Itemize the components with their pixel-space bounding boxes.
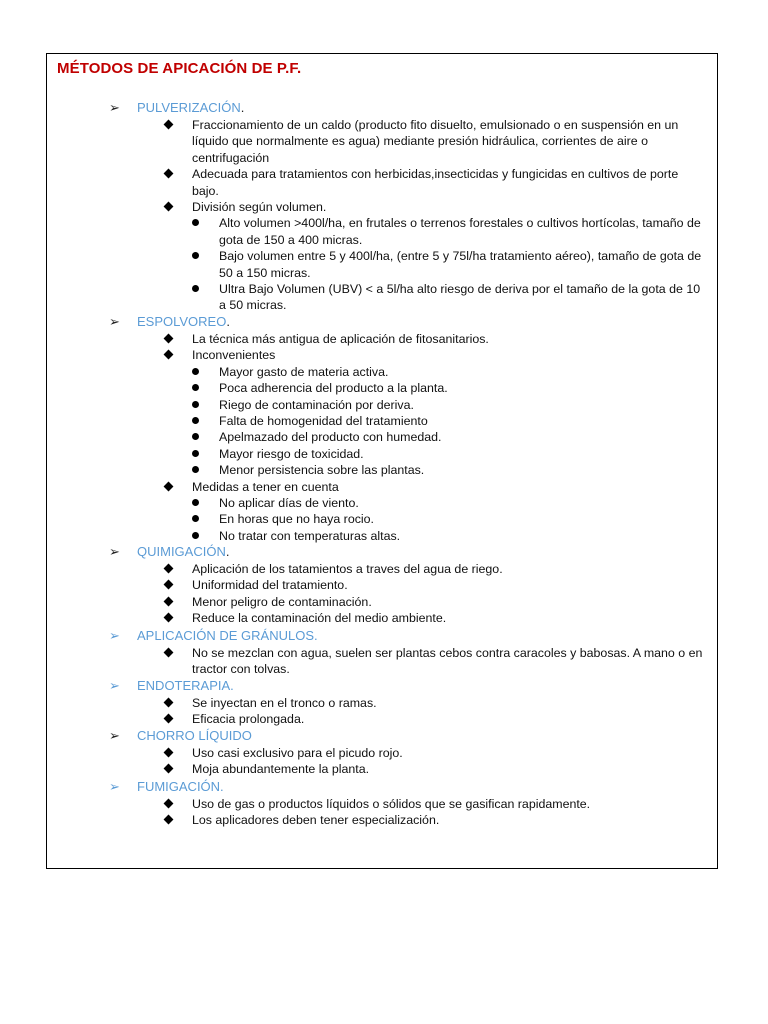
section-heading bbox=[47, 313, 717, 331]
list-item bbox=[47, 577, 717, 593]
list-item-text: Ultra Bajo Volumen (UBV) < a 5l/ha alto riesgo de deriva por el tamaño de la gota de 10 a 50 micras. bbox=[219, 282, 701, 313]
list-item-text: División según volumen. bbox=[192, 200, 327, 215]
list-item-text: Eficacia prolongada. bbox=[192, 712, 305, 727]
list-item-text: Mayor riesgo de toxicidad. bbox=[219, 446, 364, 461]
section bbox=[47, 778, 717, 829]
list-item-text: Medidas a tener en cuenta bbox=[192, 479, 339, 494]
arrowhead-icon: ➢ bbox=[109, 728, 120, 743]
disc-icon bbox=[192, 495, 199, 511]
section-label-text: ENDOTERAPIA. bbox=[137, 678, 234, 693]
section-label-text: FUMIGACIÓN. bbox=[137, 779, 224, 794]
section bbox=[47, 627, 717, 678]
document-title: MÉTODOS DE APICACIÓN DE P.F. bbox=[57, 60, 302, 77]
section-label-text: QUIMIGACIÓN bbox=[137, 544, 226, 559]
diamond-icon bbox=[165, 199, 172, 215]
diamond-icon bbox=[165, 745, 172, 761]
list-item bbox=[47, 413, 717, 429]
section-heading bbox=[47, 677, 717, 695]
disc-icon bbox=[192, 413, 199, 429]
section bbox=[47, 543, 717, 627]
section bbox=[47, 677, 717, 728]
arrowhead-icon: ➢ bbox=[109, 314, 120, 329]
disc-icon bbox=[192, 462, 199, 478]
section-label-suffix: . bbox=[240, 100, 245, 115]
section-label bbox=[137, 727, 252, 745]
list-item-text: Menor peligro de contaminación. bbox=[192, 594, 372, 609]
list-item bbox=[47, 479, 717, 495]
list-item bbox=[47, 812, 717, 828]
list-item-text: No tratar con temperaturas altas. bbox=[219, 528, 401, 543]
diamond-icon bbox=[165, 117, 172, 133]
diamond-icon bbox=[165, 166, 172, 182]
disc-icon bbox=[192, 364, 199, 380]
disc-icon bbox=[192, 380, 199, 396]
list-item bbox=[47, 462, 717, 478]
list-item-text: Alto volumen >400l/ha, en frutales o terrenos forestales o cultivos hortícolas, tamaño de gota de 150 a 400 micras. bbox=[219, 216, 701, 247]
diamond-icon bbox=[165, 812, 172, 828]
list-item bbox=[47, 561, 717, 577]
diamond-icon bbox=[165, 331, 172, 347]
list-item bbox=[47, 364, 717, 380]
list-item bbox=[47, 380, 717, 396]
document-box bbox=[46, 53, 718, 869]
diamond-icon bbox=[165, 645, 172, 661]
section-label bbox=[137, 778, 224, 796]
diamond-icon bbox=[165, 561, 172, 577]
disc-icon bbox=[192, 511, 199, 527]
disc-icon bbox=[192, 281, 199, 297]
diamond-icon bbox=[165, 695, 172, 711]
list-item bbox=[47, 695, 717, 711]
list-item bbox=[47, 645, 717, 678]
list-item bbox=[47, 528, 717, 544]
list-item bbox=[47, 166, 717, 199]
list-item-text: Reduce la contaminación del medio ambiente. bbox=[192, 611, 447, 626]
section-label bbox=[137, 627, 318, 645]
list-item bbox=[47, 495, 717, 511]
arrowhead-icon: ➢ bbox=[109, 779, 120, 794]
list-item bbox=[47, 331, 717, 347]
section-label-suffix: . bbox=[226, 314, 230, 329]
list-item-text: Bajo volumen entre 5 y 400l/ha, (entre 5 y 75l/ha tratamiento aéreo), tamaño de gota de 50 a 150 micras. bbox=[219, 249, 702, 280]
diamond-icon bbox=[165, 479, 172, 495]
arrowhead-icon: ➢ bbox=[109, 628, 120, 643]
list-item-text: Menor persistencia sobre las plantas. bbox=[219, 463, 425, 478]
diamond-icon bbox=[165, 347, 172, 363]
list-item-text: Mayor gasto de materia activa. bbox=[219, 364, 389, 379]
list-item bbox=[47, 347, 717, 363]
arrowhead-icon: ➢ bbox=[109, 544, 120, 559]
list-item-text: Los aplicadores deben tener especialización. bbox=[192, 813, 440, 828]
list-item-text: Inconvenientes bbox=[192, 348, 276, 363]
list-item-text: Uso casi exclusivo para el picudo rojo. bbox=[192, 746, 403, 760]
list-item-text: Fraccionamiento de un caldo (producto fito disuelto, emulsionado o en suspensión en un líquido que normalmente es agua) mediante presión hidráulica, corrientes de aire o centrifugación bbox=[192, 118, 679, 165]
diamond-icon bbox=[165, 594, 172, 610]
list-item bbox=[47, 796, 717, 812]
list-item-text: Uniformidad del tratamiento. bbox=[192, 578, 348, 593]
list-item bbox=[47, 511, 717, 527]
diamond-icon bbox=[165, 761, 172, 777]
list-item bbox=[47, 248, 717, 281]
section-label-text: ESPOLVOREO bbox=[137, 314, 227, 329]
disc-icon bbox=[192, 528, 199, 544]
list-item bbox=[47, 745, 717, 761]
diamond-icon bbox=[165, 577, 172, 593]
list-item-text: Riego de contaminación por deriva. bbox=[219, 397, 414, 412]
disc-icon bbox=[192, 446, 199, 462]
section-label-text: PULVERIZACIÓN bbox=[137, 100, 241, 115]
list-item-text: Uso de gas o productos líquidos o sólidos que se gasifican rapidamente. bbox=[192, 797, 591, 811]
section bbox=[47, 727, 717, 778]
list-item bbox=[47, 711, 717, 727]
disc-icon bbox=[192, 215, 199, 231]
list-item bbox=[47, 761, 717, 777]
diamond-icon bbox=[165, 610, 172, 626]
section-label-text: CHORRO LÍQUIDO bbox=[137, 728, 252, 743]
disc-icon bbox=[192, 397, 199, 413]
list-item-text: Poca adherencia del producto a la planta. bbox=[219, 381, 448, 396]
list-item bbox=[47, 397, 717, 413]
section-heading bbox=[47, 778, 717, 796]
list-item-text: No se mezclan con agua, suelen ser plantas cebos contra caracoles y babosas. A mano o en tractor con tolvas. bbox=[192, 646, 703, 677]
list-item bbox=[47, 281, 717, 314]
list-item bbox=[47, 594, 717, 610]
section-label bbox=[137, 313, 230, 331]
list-item-text: Aplicación de los tatamientos a traves del agua de riego. bbox=[192, 562, 503, 576]
section-label-text: APLICACIÓN DE GRÁNULOS. bbox=[137, 628, 318, 643]
list-item bbox=[47, 429, 717, 445]
section-heading bbox=[47, 543, 717, 561]
section bbox=[47, 313, 717, 544]
list-item-text: No aplicar días de viento. bbox=[219, 496, 359, 511]
section-heading bbox=[47, 727, 717, 745]
list-item-text: Se inyectan en el tronco o ramas. bbox=[192, 696, 377, 710]
list-item bbox=[47, 215, 717, 248]
disc-icon bbox=[192, 248, 199, 264]
section bbox=[47, 99, 717, 314]
section-label-suffix: . bbox=[225, 544, 230, 559]
section-heading bbox=[47, 627, 717, 645]
section-heading bbox=[47, 99, 717, 117]
list-item-text: En horas que no haya rocio. bbox=[219, 512, 374, 527]
list-item bbox=[47, 117, 717, 166]
arrowhead-icon: ➢ bbox=[109, 100, 120, 115]
list-item-text: Moja abundantemente la planta. bbox=[192, 762, 370, 777]
section-label bbox=[137, 99, 244, 117]
list-item bbox=[47, 610, 717, 626]
diamond-icon bbox=[165, 796, 172, 812]
disc-icon bbox=[192, 429, 199, 445]
list-item-text: Adecuada para tratamientos con herbicidas,insecticidas y fungicidas en cultivos de porte bajo. bbox=[192, 167, 679, 198]
section-label bbox=[137, 543, 229, 561]
list-item bbox=[47, 446, 717, 462]
list-item-text: La técnica más antigua de aplicación de fitosanitarios. bbox=[192, 332, 489, 346]
list-item bbox=[47, 199, 717, 215]
section-label bbox=[137, 677, 234, 695]
arrowhead-icon: ➢ bbox=[109, 678, 120, 693]
diamond-icon bbox=[165, 711, 172, 727]
list-item-text: Apelmazado del producto con humedad. bbox=[219, 430, 442, 445]
list-item-text: Falta de homogenidad del tratamiento bbox=[219, 414, 428, 429]
